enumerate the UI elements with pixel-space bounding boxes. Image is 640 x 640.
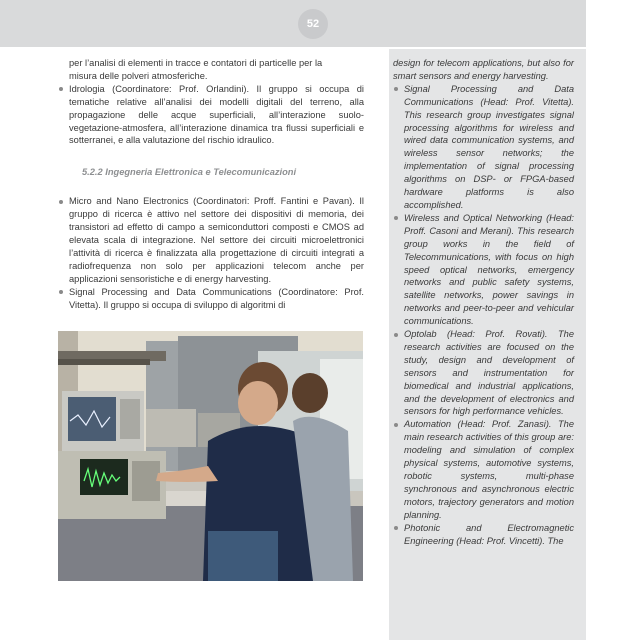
continuation-text: design for telecom applications, but also for smart sensors and energy harvesting. xyxy=(393,58,574,81)
signal-processing-bullet: Signal Processing and Data Communications (Coordinatore: Prof. Vitetta). Il gruppo si occupa di sviluppo di algoritmi di xyxy=(58,286,364,312)
section-heading: 5.2.2 Ingegneria Elettronica e Telecomunicazioni xyxy=(82,167,297,178)
left-column xyxy=(58,57,364,311)
idrologia-bullet: Idrologia (Coordinatore: Prof. Orlandini). Il gruppo si occupa di tematiche relative all’analisi dei modelli digitali del terreno, alla propagazione delle acque superficiali, all’interazione suolo-vegetazione-atmosfera, all’interazione dinamica tra flussi superficiali e sotterranei, e alla valutazione del rischio idraulico. xyxy=(58,83,364,148)
list-item: Wireless and Optical Networking (Head: Proff. Casoni and Merani). This research group works in the field of Telecommunications, with focus on high speed optical networks, emergency networks and public safety systems, satellite networks, power savings in networks and peer-to-peer and vehicular communications. xyxy=(393,212,574,328)
header-margin xyxy=(586,0,640,47)
page-number-badge: 52 xyxy=(298,9,328,39)
list-item: Signal Processing and Data Communications (Head: Prof. Vitetta). This research group investigates signal processing algorithms for wireless and wired data communication systems, and wireless sensor networks; the implementation of signal processing algorithms on DSP- or FPGA-based hardware platforms is also accomplished. xyxy=(393,83,574,212)
list-item: Automation (Head: Prof. Zanasi). The main research activities of this group are: modeling and simulation of complex physical systems, automotive systems, robotic systems, multi-phase synchronous and asynchronous electric motors, trajectory generators and motion planning. xyxy=(393,418,574,521)
intro-line-1: per l’analisi di elementi in tracce e contatori di particelle per la xyxy=(69,58,323,68)
lab-photo xyxy=(58,331,363,581)
english-sidebar-text xyxy=(393,57,574,547)
english-sidebar xyxy=(389,49,586,640)
micro-nano-bullet: Micro and Nano Electronics (Coordinatori: Proff. Fantini e Pavan). Il gruppo di ricerca è attivo nel settore dei dispositivi di memoria, dei transistori ad effetto di campo a semiconduttori composti e CMOS ad elevata scala di integrazione. Nel settore dei circuiti microelettronici l’attività di ricerca è finalizzata alla progettazione di circuiti integrati a radiofrequenza non solo per applicazioni telecom anche per applicazioni sensoristiche e di energy harvesting. xyxy=(58,195,364,285)
list-item: Optolab (Head: Prof. Rovati). The research activities are focused on the study, design and development of sensors and instrumentation for biomedical and industrial applications, and the development of electronics and sensors for high performance vehicles. xyxy=(393,328,574,418)
list-item: Photonic and Electromagnetic Engineering (Head: Prof. Vincetti). The xyxy=(393,522,574,548)
intro-line-2: misura delle polveri atmosferiche. xyxy=(69,70,208,81)
